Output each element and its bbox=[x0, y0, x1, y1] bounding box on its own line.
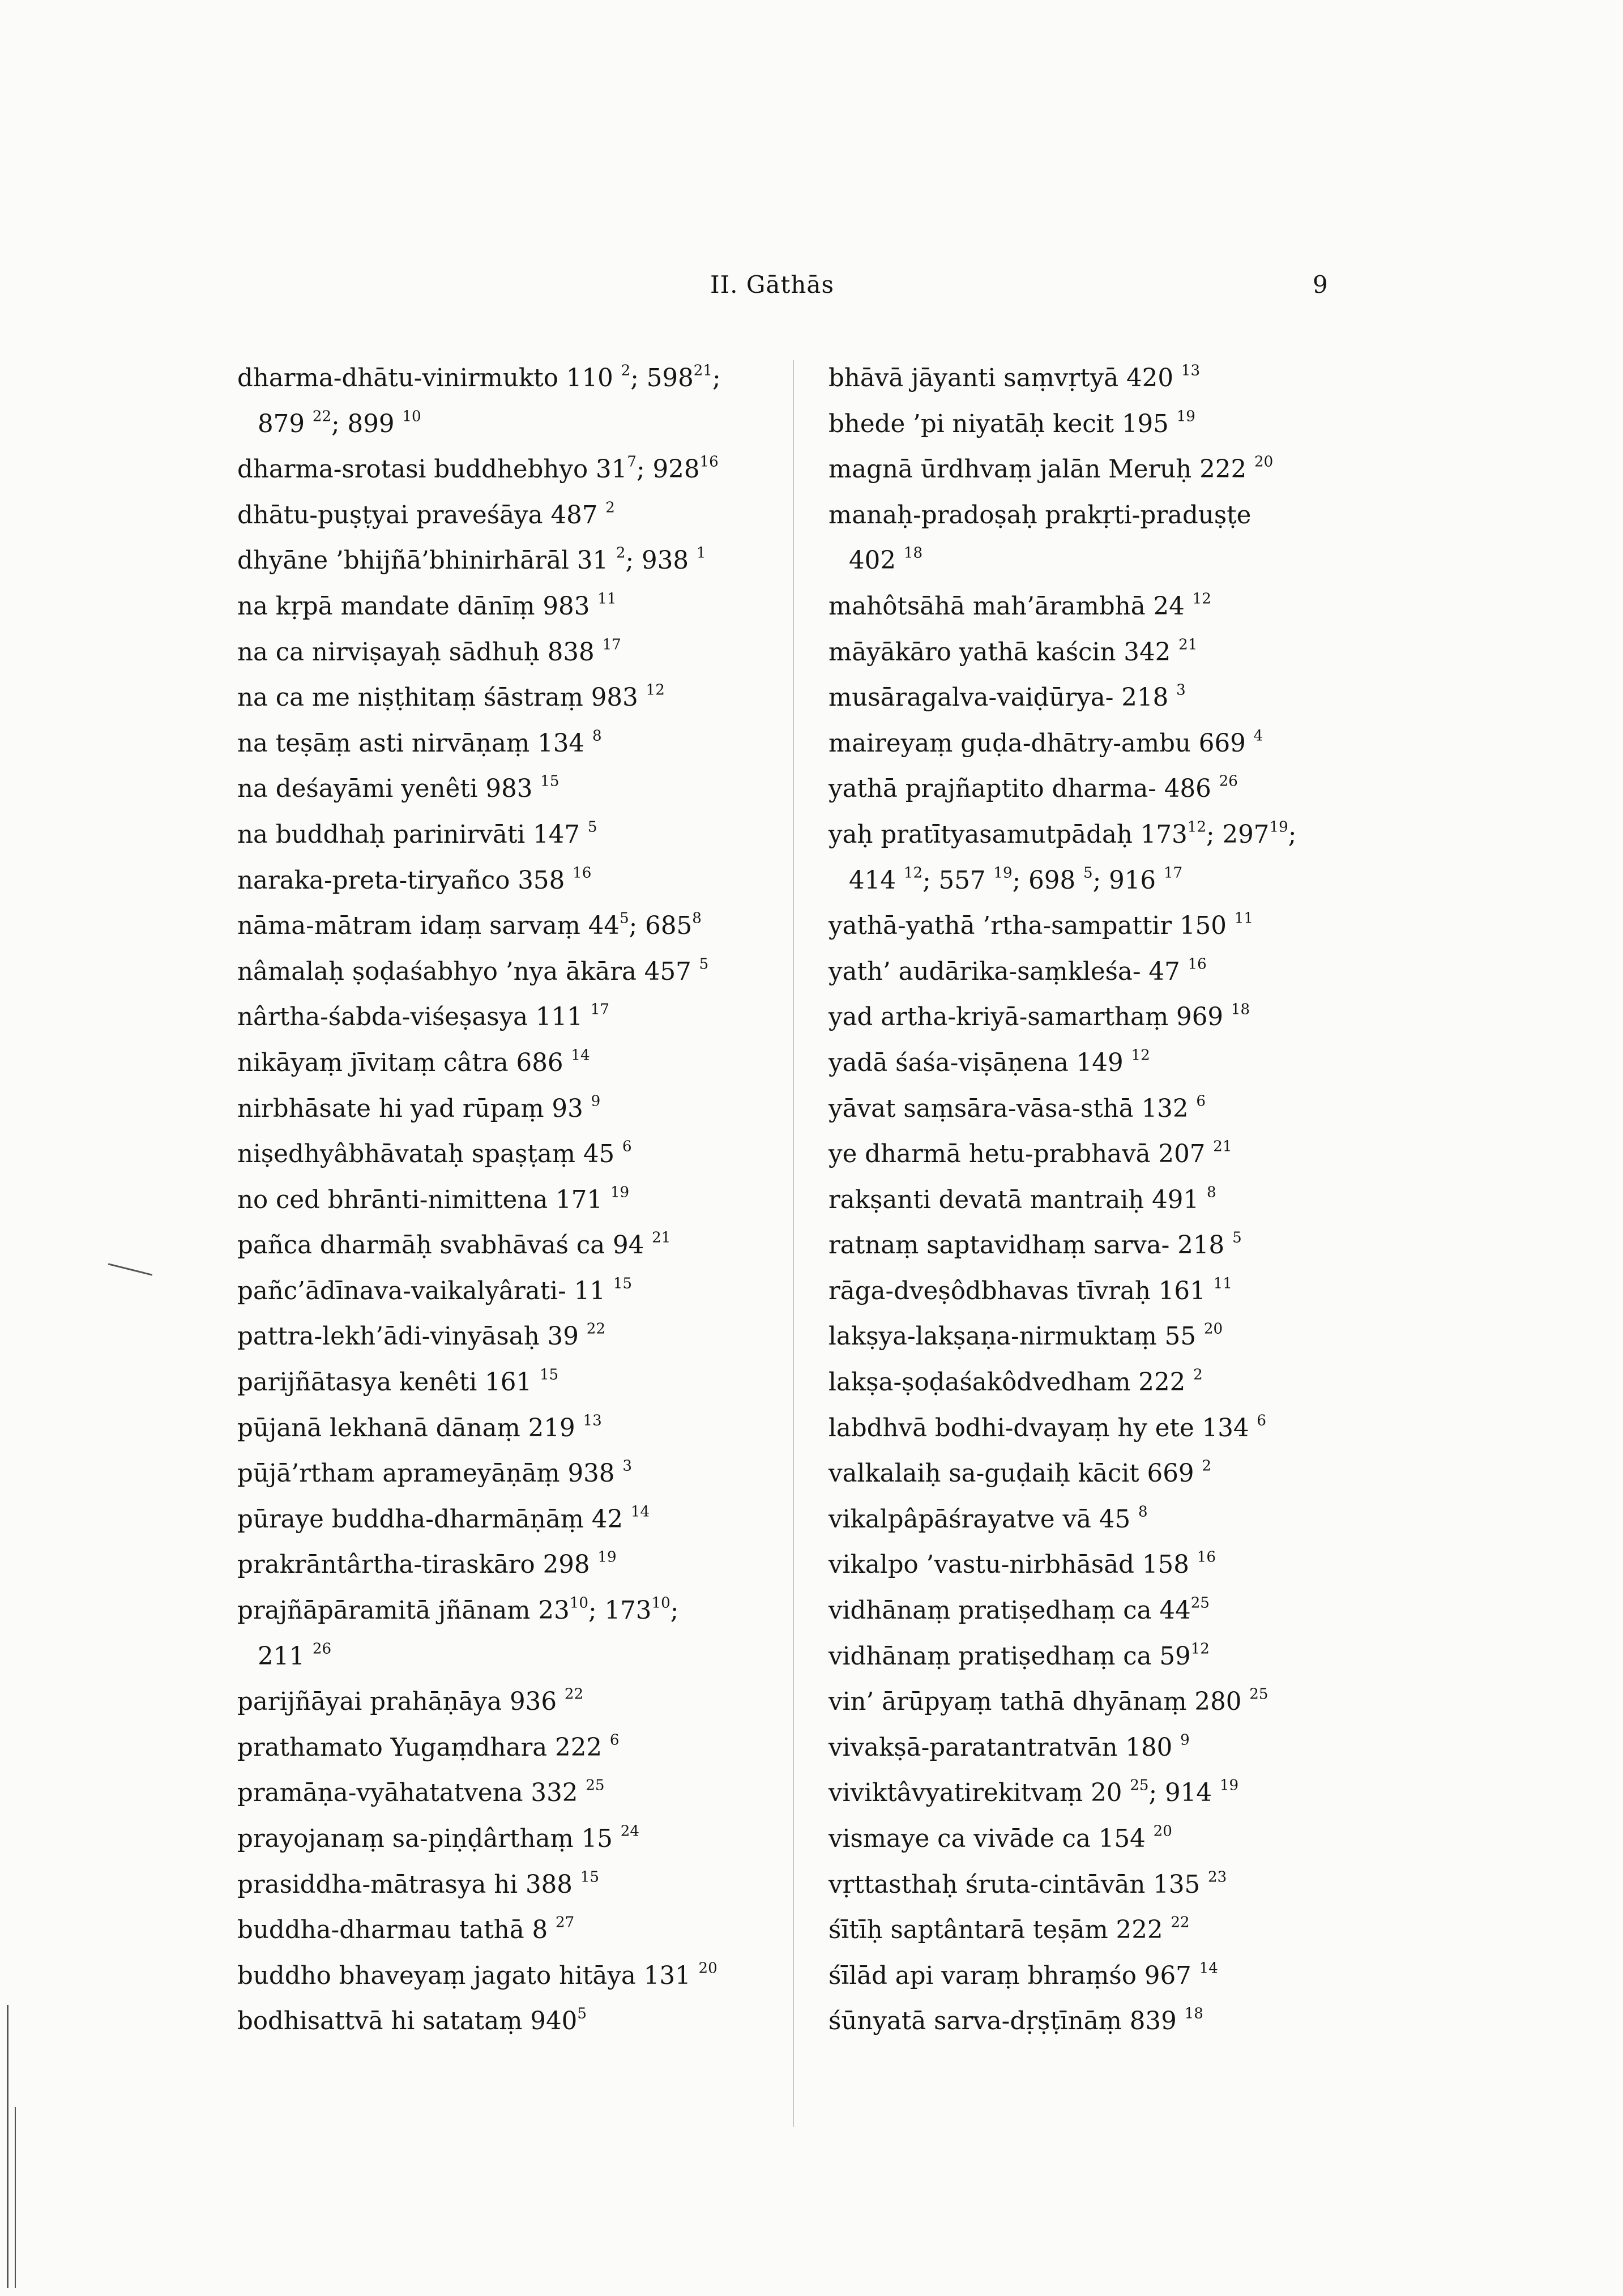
index-entry: prajñāpāramitā jñānam $23^{10}$; $173^{10}$; bbox=[237, 1594, 679, 1625]
index-entry: yadā śaśa-viṣāṇena 149 $^{12}$ bbox=[828, 1047, 1150, 1077]
index-entry: yathā-yathā ’rtha-sampattir 150 $^{11}$ bbox=[828, 910, 1254, 941]
index-entry-continuation: 879 $^{22}$; 899 $^{10}$ bbox=[258, 408, 421, 438]
index-entry: no ced bhrānti-nimittena 171 $^{19}$ bbox=[237, 1184, 630, 1214]
index-entry: pramāṇa-vyāhatatvena 332 $^{25}$ bbox=[237, 1777, 605, 1808]
index-entry: nârtha-śabda-viśeṣasya 111 $^{17}$ bbox=[237, 1001, 610, 1032]
index-entry: vivakṣā-paratantratvān 180 $^9$ bbox=[828, 1731, 1190, 1762]
index-entry: maireyaṃ guḍa-dhātry-ambu 669 $^4$ bbox=[828, 727, 1263, 758]
index-entry: vṛttasthaḥ śruta-cintāvān 135 $^{23}$ bbox=[828, 1868, 1227, 1899]
index-entry: pañca dharmāḥ svabhāvaś ca 94 $^{21}$ bbox=[237, 1229, 671, 1260]
index-entry: vin’ ārūpyaṃ tathā dhyānaṃ 280 $^{25}$ bbox=[828, 1685, 1268, 1717]
column-divider bbox=[793, 360, 794, 2127]
index-entry: ratnaṃ saptavidhaṃ sarva- 218 $^5$ bbox=[828, 1229, 1242, 1260]
index-entry: parijñāyai prahāṇāya 936 $^{22}$ bbox=[237, 1685, 584, 1717]
index-entry: labdhvā bodhi-dvayaṃ hy ete 134 $^6$ bbox=[828, 1412, 1267, 1443]
index-entry: vikalpo ’vastu-nirbhāsād 158 $^{16}$ bbox=[828, 1548, 1216, 1580]
index-entry: na deśayāmi yenêti 983 $^{15}$ bbox=[237, 773, 559, 804]
index-entry: nikāyaṃ jīvitaṃ câtra 686 $^{14}$ bbox=[237, 1047, 590, 1077]
index-entry: vikalpâpāśrayatve vā 45 $^8$ bbox=[828, 1503, 1148, 1534]
index-entry: nāma-mātram idaṃ sarvaṃ $44^5$; $685^8$ bbox=[237, 910, 702, 941]
index-entry-continuation: 414 $^{12}$; 557 $^{19}$; 698 $^5$; 916 $^{17}$ bbox=[849, 864, 1183, 895]
index-entry: bhede ’pi niyatāḥ kecit 195 $^{19}$ bbox=[828, 408, 1195, 438]
scan-mark bbox=[7, 2005, 8, 2288]
index-entry: vismaye ca vivāde ca 154 $^{20}$ bbox=[828, 1823, 1172, 1853]
index-entry-continuation: 402 $^{18}$ bbox=[849, 544, 923, 575]
index-entry: niṣedhyâbhāvataḥ spaṣṭaṃ 45 $^6$ bbox=[237, 1138, 632, 1169]
index-entry: māyākāro yathā kaścin 342 $^{21}$ bbox=[828, 636, 1198, 667]
index-entry: vidhānaṃ pratiṣedhaṃ ca $44^{25}$ bbox=[828, 1594, 1210, 1625]
page-number: 9 bbox=[1313, 271, 1328, 298]
index-entry: prathamato Yugaṃdhara 222 $^6$ bbox=[237, 1731, 620, 1762]
index-entry: viviktâvyatirekitvaṃ 20 $^{25}$; 914 $^{19}$ bbox=[828, 1777, 1239, 1808]
index-entry: naraka-preta-tiryañco 358 $^{16}$ bbox=[237, 864, 592, 895]
index-entry: dhyāne ’bhijñā’bhinirhārāl 31 $^2$; 938 $^1$ bbox=[237, 544, 706, 575]
index-entry: dharma-srotasi buddhebhyo $31^7$; $928^{16}$ bbox=[237, 453, 719, 484]
index-entry: śūnyatā sarva-dṛṣṭīnāṃ 839 $^{18}$ bbox=[828, 2005, 1203, 2036]
index-entry: yāvat saṃsāra-vāsa-sthā 132 $^6$ bbox=[828, 1092, 1206, 1123]
index-entry: buddha-dharmau tathā 8 $^{27}$ bbox=[237, 1914, 575, 1945]
right-index-column bbox=[828, 356, 1372, 2045]
index-entry: magnā ūrdhvaṃ jalān Meruḥ 222 $^{20}$ bbox=[828, 453, 1274, 484]
index-entry: śītīḥ saptântarā teṣām 222 $^{22}$ bbox=[828, 1914, 1190, 1945]
index-entry: pūraye buddha-dharmāṇāṃ 42 $^{14}$ bbox=[237, 1503, 650, 1534]
index-entry: rakṣanti devatā mantraiḥ 491 $^8$ bbox=[828, 1184, 1216, 1214]
index-entry: prasiddha-mātrasya hi 388 $^{15}$ bbox=[237, 1868, 600, 1899]
index-entry: nâmalaḥ ṣoḍaśabhyo ’nya ākāra 457 $^5$ bbox=[237, 955, 709, 986]
index-entry-continuation: 211 $^{26}$ bbox=[258, 1640, 332, 1671]
index-entry: na kṛpā mandate dānīṃ 983 $^{11}$ bbox=[237, 590, 617, 621]
index-entry: musāragalva-vaiḍūrya- 218 $^3$ bbox=[828, 681, 1186, 712]
index-entry: dhātu-puṣṭyai praveśāya 487 $^2$ bbox=[237, 499, 615, 530]
index-entry: yathā prajñaptito dharma- 486 $^{26}$ bbox=[828, 773, 1238, 804]
index-entry: nirbhāsate hi yad rūpaṃ 93 $^9$ bbox=[237, 1092, 601, 1123]
index-entry: śīlād api varaṃ bhraṃśo 967 $^{14}$ bbox=[828, 1960, 1218, 1990]
index-entry: prayojanaṃ sa-piṇḍârthaṃ 15 $^{24}$ bbox=[237, 1823, 639, 1853]
index-entry: na ca me niṣṭhitaṃ śāstraṃ 983 $^{12}$ bbox=[237, 681, 665, 712]
index-entry: buddho bhaveyaṃ jagato hitāya 131 $^{20}$ bbox=[237, 1960, 717, 1990]
index-entry: manaḥ-pradoṣaḥ prakṛti-praduṣṭe bbox=[828, 501, 1252, 530]
index-entry: dharma-dhātu-vinirmukto 110 $^2$; $598^{21}$; bbox=[237, 362, 721, 392]
index-entry: vidhānaṃ pratiṣedhaṃ ca $59^{12}$ bbox=[828, 1640, 1210, 1671]
index-entry: yath’ audārika-saṃkleśa- 47 $^{16}$ bbox=[828, 955, 1207, 986]
index-entry: pañc’ādīnava-vaikalyârati- 11 $^{15}$ bbox=[237, 1275, 633, 1305]
index-entry: prakrāntârtha-tiraskāro 298 $^{19}$ bbox=[237, 1548, 617, 1580]
index-entry: pūjā’rtham aprameyāṇāṃ 938 $^3$ bbox=[237, 1457, 632, 1488]
index-entry: rāga-dveṣôdbhavas tīvraḥ 161 $^{11}$ bbox=[828, 1275, 1232, 1305]
index-entry: yaḥ pratītyasamutpādaḥ $173^{12}$; $297^{19}$; bbox=[828, 818, 1297, 849]
running-header-title: II. Gāthās bbox=[710, 271, 834, 298]
index-entry: lakṣya-lakṣaṇa-nirmuktaṃ 55 $^{20}$ bbox=[828, 1320, 1223, 1351]
scan-mark bbox=[108, 1263, 152, 1275]
index-entry: bhāvā jāyanti saṃvṛtyā 420 $^{13}$ bbox=[828, 362, 1201, 392]
index-entry: pattra-lekh’ādi-vinyāsaḥ 39 $^{22}$ bbox=[237, 1320, 605, 1351]
index-entry: na ca nirviṣayaḥ sādhuḥ 838 $^{17}$ bbox=[237, 636, 621, 667]
index-entry: na buddhaḥ parinirvāti 147 $^5$ bbox=[237, 818, 597, 849]
index-entry: pūjanā lekhanā dānaṃ 219 $^{13}$ bbox=[237, 1412, 602, 1443]
left-index-column bbox=[237, 356, 781, 2045]
index-entry: valkalaiḥ sa-guḍaiḥ kācit 669 $^2$ bbox=[828, 1457, 1212, 1488]
index-entry: ye dharmā hetu-prabhavā 207 $^{21}$ bbox=[828, 1138, 1232, 1169]
index-entry: mahôtsāhā mah’ārambhā 24 $^{12}$ bbox=[828, 590, 1211, 621]
index-entry: bodhisattvā hi satataṃ $940^5$ bbox=[237, 2005, 587, 2036]
scan-mark bbox=[15, 2107, 16, 2288]
index-entry: lakṣa-ṣoḍaśakôdvedham 222 $^2$ bbox=[828, 1366, 1203, 1397]
index-entry: parijñātasya kenêti 161 $^{15}$ bbox=[237, 1366, 559, 1397]
index-entry: na teṣāṃ asti nirvāṇaṃ 134 $^8$ bbox=[237, 727, 602, 758]
index-entry: yad artha-kriyā-samarthaṃ 969 $^{18}$ bbox=[828, 1001, 1250, 1032]
